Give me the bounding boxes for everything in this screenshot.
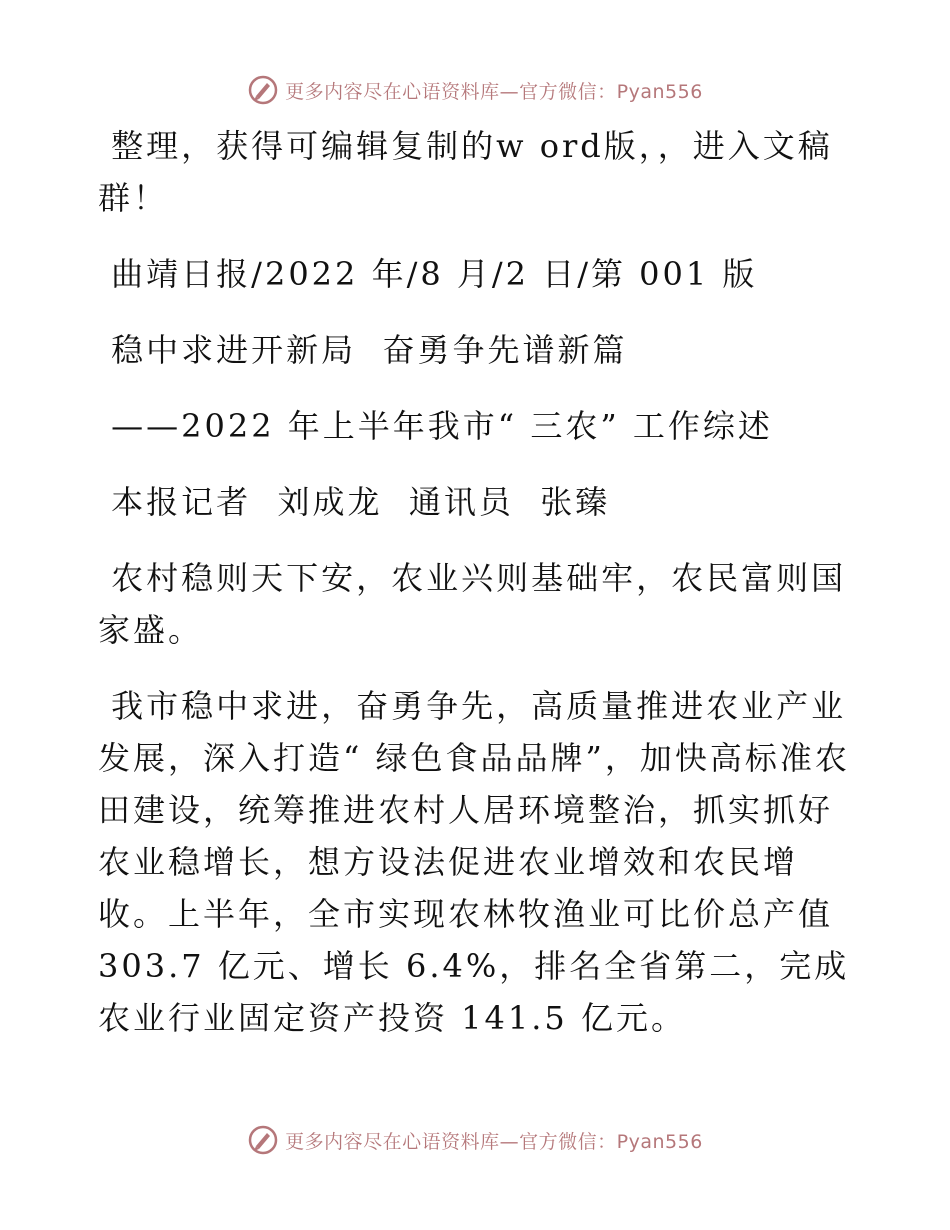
pen-logo-icon	[247, 74, 279, 106]
article-subtitle: ——2022 年上半年我市“ 三农” 工作综述	[98, 407, 773, 445]
paragraph-2: 我市稳中求进，奋勇争先，高质量推进农业产业发展，深入打造“ 绿色食品品牌”，加快高标准农田建设，统筹推进农村人居环境整治，抓实抓好农业稳增长，想方设法促进农业增效和农民增收。上半年，全市实现农林牧渔业可比价总产值 303.7 亿元、增长 6.4%，排名全省第二，完成农业行业固定资产投资 141.5 亿元。	[98, 687, 850, 1037]
byline: 本报记者 刘成龙 通讯员 张臻	[98, 483, 611, 521]
document-body	[98, 120, 858, 1044]
paragraph-1: 农村稳则天下安，农业兴则基础牢，农民富则国家盛。	[98, 559, 847, 649]
source-line: 曲靖日报/2022 年/8 月/2 日/第 001 版	[98, 255, 758, 293]
watermark-text: 更多内容尽在心语资料库—官方微信：Pyan556	[285, 80, 703, 103]
watermark-footer	[0, 1120, 950, 1160]
pen-logo-icon	[247, 1124, 279, 1156]
intro-note: 整理，获得可编辑复制的w ord版，，进入文稿群！	[98, 127, 833, 217]
watermark-header	[0, 70, 950, 110]
watermark-text: 更多内容尽在心语资料库—官方微信：Pyan556	[285, 1130, 703, 1153]
article-title: 稳中求进开新局 奋勇争先谱新篇	[98, 331, 628, 369]
